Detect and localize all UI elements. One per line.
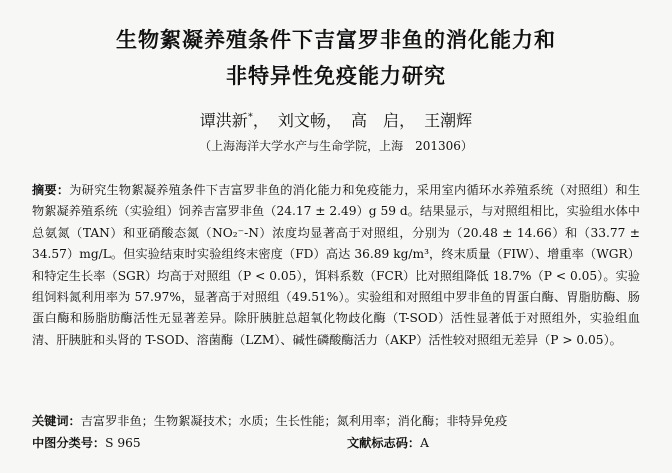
author-separator: ， — [325, 111, 342, 130]
author-3: 高 启 — [351, 111, 400, 130]
author-1: 谭洪新 — [199, 111, 248, 130]
affiliation: （上海海洋大学水产与生命学院，上海 201306） — [199, 139, 473, 153]
doc-code-value: A — [420, 436, 429, 450]
classification-line — [32, 434, 640, 451]
author-2: 刘文畅 — [277, 111, 326, 130]
abstract-text: 为研究生物絮凝养殖条件下吉富罗非鱼的消化能力和免疫能力，采用室内循环水养殖系统（对照组）和生物絮凝养殖系统（实验组）饲养吉富罗非鱼（24.17 ± 2.49）g 59 d。结果显示，与对照组相比，实验组水体中总氨氮（TAN）和亚硝酸态氮（NO₂⁻-N）浓度均显著高于对照组，分别为（20.48 ± 14.66）和（33.77 ± 34.57）mg/L。但实验结束时实验组终末密度（FD）高达 36.89 kg/m³，终末质量（FIW）、增重率（WGR）和特定生长率（SGR）均高于对照组（P < 0.05），饵料系数（FCR）比对照组降低 18.7%（P < 0.05）。实验组饲料氮利用率为 57.97%，显著高于对照组（49.51%）。实验组和对照组中罗非鱼的胃蛋白酶、胃脂肪酶、肠蛋白酶和肠脂肪酶活性无显著差异。除肝胰脏总超氧化物歧化酶（T-SOD）活性显著低于对照组外，实验组血清、肝胰脏和头肾的 T-SOD、溶菌酶（LZM）、碱性磷酸酶活力（AKP）活性较对照组无差异（P > 0.05）。 — [32, 183, 641, 347]
clc-value: S 965 — [105, 436, 141, 450]
author-separator: ， — [399, 111, 416, 130]
author-4: 王潮辉 — [424, 111, 473, 130]
paper-title-line-2: 非特异性免疫能力研究 — [226, 64, 446, 88]
keywords — [32, 412, 640, 429]
author-list — [0, 108, 672, 131]
abstract — [32, 180, 640, 351]
clc-label: 中图分类号： — [32, 436, 106, 450]
keywords-text: 吉富罗非鱼；生物絮凝技术；水质；生长性能；氮利用率；消化酶；非特异免疫 — [80, 414, 508, 428]
document-code — [347, 434, 429, 451]
keywords-label: 关键词： — [32, 414, 81, 428]
paper-title-line-1: 生物絮凝养殖条件下吉富罗非鱼的消化能力和 — [116, 28, 556, 52]
doc-code-label: 文献标志码： — [347, 436, 421, 450]
abstract-label: 摘要： — [32, 183, 70, 197]
author-separator: ， — [252, 111, 269, 130]
corresponding-author-mark: * — [247, 111, 253, 123]
